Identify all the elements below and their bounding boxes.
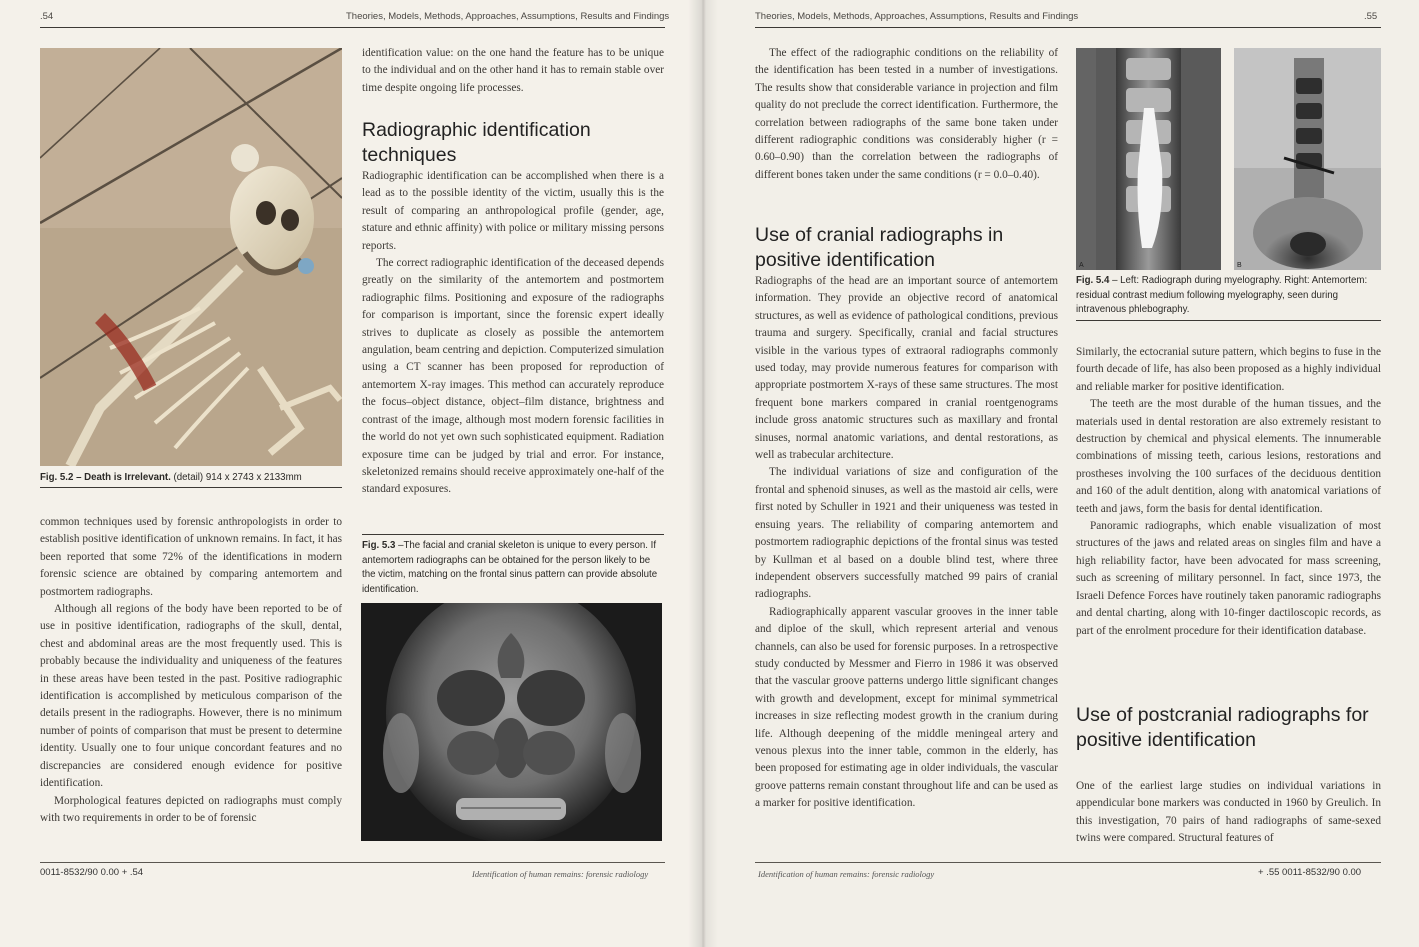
fig53-caption: Fig. 5.3 –The facial and cranial skeleton is unique to every person. If antemortem radiographs can be obtained for the person likely to be the victim, matching on the frontal sinus pattern can provide absolute identification. (362, 540, 658, 595)
fig54-caption-rule (1076, 320, 1381, 321)
header-rule (755, 27, 1381, 28)
fig52-caption-rule (40, 487, 342, 488)
fig54-label-a: A (1079, 262, 1084, 269)
fig52-skeleton-photo (40, 48, 342, 466)
left-footer-title: Identification of human remains: forensic radiology (472, 869, 649, 879)
footer-rule (755, 862, 1381, 863)
left-page-col2-body (362, 168, 664, 499)
fig53-skull-xray (361, 603, 662, 841)
paragraph: Panoramic radiographs, which enable visualization of most structures of the jaws and related areas on singles film and have a high reliability factor, have been advocated for mass screening, such as screening of military personnel. In fact, since 1973, the Israeli Defence Forces have routinely taken panoramic radiographs and dental charting, along with 10-finger dactiloscopic records, as part of the enrolment procedure for their identification database. (1076, 520, 1381, 637)
left-column-body (40, 514, 342, 827)
right-page-number: .55 (1364, 11, 1378, 22)
right-page (703, 0, 1419, 947)
fig54-myelography-xray (1076, 48, 1221, 270)
paragraph: common techniques used by forensic anthropologists in order to establish positive identification of unknown remains. In fact, it has been reported that some 72% of the identifications in modern forensic science are obtained by comparing antemortem and postmortem radiographs. (40, 516, 342, 598)
fig54-phlebography-xray (1234, 48, 1381, 270)
right-col2-bottom (1076, 778, 1381, 848)
right-running-header: Theories, Models, Methods, Approaches, Assumptions, Results and Findings (755, 11, 1079, 22)
left-page (0, 0, 703, 947)
paragraph: Radiographic identification can be accomplished when there is a lead as to the possible identity of the victim, usually this is the result of comparing an anthropological profile (gender, age, stature and ethnic affinity) with police or military missing persons reports. (362, 170, 664, 252)
fig54-caption: Fig. 5.4 – Left: Radiograph during myelography. Right: Antemortem: residual contrast medium following myelography, seen during intravenous phlebography. (1076, 275, 1368, 315)
paragraph: The effect of the radiographic conditions on the reliability of the identification has been tested in a number of investigations. The results show that considerable variance in projection and film quality do not preclude the correct identification. Furthermore, the correlation between radiographs of the same bone taken under different radiographic conditions was considerably higher (r = 0.60–0.90) than the correlation between the radiographs of different bones taken under the same conditions (r = 0.0–0.40). (755, 47, 1058, 181)
paragraph: identification value: on the one hand the feature has to be unique to the individual and on the other hand it has to remain stable over time despite ongoing life processes. (362, 47, 664, 94)
paragraph: Similarly, the ectocranial suture pattern, which begins to fuse in the fourth decade of life, has also been proposed as a highly individual and reliable marker for positive identification. (1076, 346, 1381, 393)
paragraph: Although all regions of the body have been reported to be of use in positive identification, radiographs of the skull, dental, chest and abdominal areas are the most frequently used. This is probably because the individuality and uniqueness of the features in these areas have been tested in the past. Positive radiographic identification is accomplished by meticulous comparison of the details present in the radiographs. However, there is no minimum number of points of comparison that must be present to determine identity. Usually one to four unique concordant features and no discrepancies are considered enough evidence for positive identification. (40, 603, 342, 790)
paragraph: Radiographs of the head are an important source of antemortem information. They provide an objective record of anatomical structures, as well as evidence of pathological conditions, previous trauma and surgery. Specifically, cranial and facial structures visible in the various types of extraoral radiographs commonly used today, may provide numerous features for comparison with appropriate postmortem X-rays of these same structures. The most frequent bone markers compared in cranial roentgenograms include gross anatomic structures such as maxillary and frontal sinuses, normal anatomic variations, and dental restorations, as well as trabecular architecture. (755, 275, 1058, 462)
section-heading-postcranial: Use of postcranial radiographs for positive identification (1076, 704, 1369, 751)
right-col1-top (755, 45, 1058, 184)
paragraph: The correct radiographic identification of the deceased depends greatly on the similarity of the antemortem and postmortem radiographic films. Positioning and exposure of the radiographs for comparison is important, since the forensic expert ideally strives to duplicate as closely as possible the antemortem angulation, beam centring and depiction. Computerized simulation using a CT scanner has been proposed for reproduction of antemortem X-ray images. This method can accurately reproduce the focus–object distance, object–film distance, brightness and contrast of the image, although most modern forensic facilities in the world do not yet own such sophisticated equipment. Radiation exposure time can be judged by trial and error. For instance, skeletonized remains should receive approximately one-half of the standard exposures. (362, 257, 664, 496)
book-gutter (688, 0, 718, 947)
section-heading-radiographic: Radiographic identification techniques (362, 119, 591, 166)
footer-rule (40, 862, 665, 863)
fig54-label-b: B (1237, 262, 1242, 269)
header-rule (40, 27, 665, 28)
left-running-header: Theories, Models, Methods, Approaches, Assumptions, Results and Findings (346, 11, 670, 22)
paragraph: The teeth are the most durable of the human tissues, and the materials used in dental restoration are also extremely resistant to destruction by chemical and physical elements. The innumerable combinations of missing teeth, carious lesions, restorations and prostheses involving the 100 surfaces of the deciduous dentition and 160 of the adult dentition, along with anatomical variations of teeth and jaws, form the basis for dental identification. (1076, 398, 1381, 515)
right-footer-code: + .55 0011-8532/90 0.00 (1258, 867, 1362, 878)
right-col2-body (1076, 344, 1381, 640)
left-footer-code: 0011-8532/90 0.00 + .54 (40, 867, 144, 878)
fig52-caption: Fig. 5.2 – Death is Irrelevant. (detail) 914 x 2743 x 2133mm (40, 472, 302, 483)
paragraph: One of the earliest large studies on individual variations in appendicular bone markers was conducted in 1960 by Greulich. In this investigation, 70 pairs of hand radiographs of same-sexed twins were compared. Structural features of (1076, 780, 1381, 845)
fig53-rule (362, 534, 664, 535)
paragraph: The individual variations of size and configuration of the frontal and sphenoid sinuses, as well as the mastoid air cells, were first noted by Schuller in 1921 and their uniqueness was tested in ensuing years. The reliability of comparing antemortem and postmortem radiographic depictions of the frontal sinus was tested by Kullman et al based on a double blind test, where three independent observers successfully matched 99 pairs of cranial radiographs. (755, 466, 1058, 601)
right-col1-body (755, 273, 1058, 813)
section-heading-cranial: Use of cranial radiographs in positive identification (755, 224, 1004, 271)
paragraph: Morphological features depicted on radiographs must comply with two requirements in order to be of forensic (40, 794, 342, 824)
left-page-number: .54 (40, 11, 54, 22)
right-footer-title: Identification of human remains: forensic radiology (758, 869, 935, 879)
paragraph: Radiographically apparent vascular grooves in the inner table and diploe of the skull, which represent arterial and venous channels, can also be used for forensic purposes. In a retrospective study conducted by Messmer and Fierro in 1986 it was observed that the vascular groove patterns undergo little significant changes with growth and development, except for minimal symmetrical increases in size reflecting modest growth in the cranium during life. Although deepening of the middle meningeal artery and venous plexus into the inner table, common in the elderly, has been proposed for estimating age in older individuals, the vascular groove patterns remain constant throughout life and can be used as a marker for positive identification. (755, 605, 1058, 810)
left-page-col2-top (362, 45, 664, 97)
